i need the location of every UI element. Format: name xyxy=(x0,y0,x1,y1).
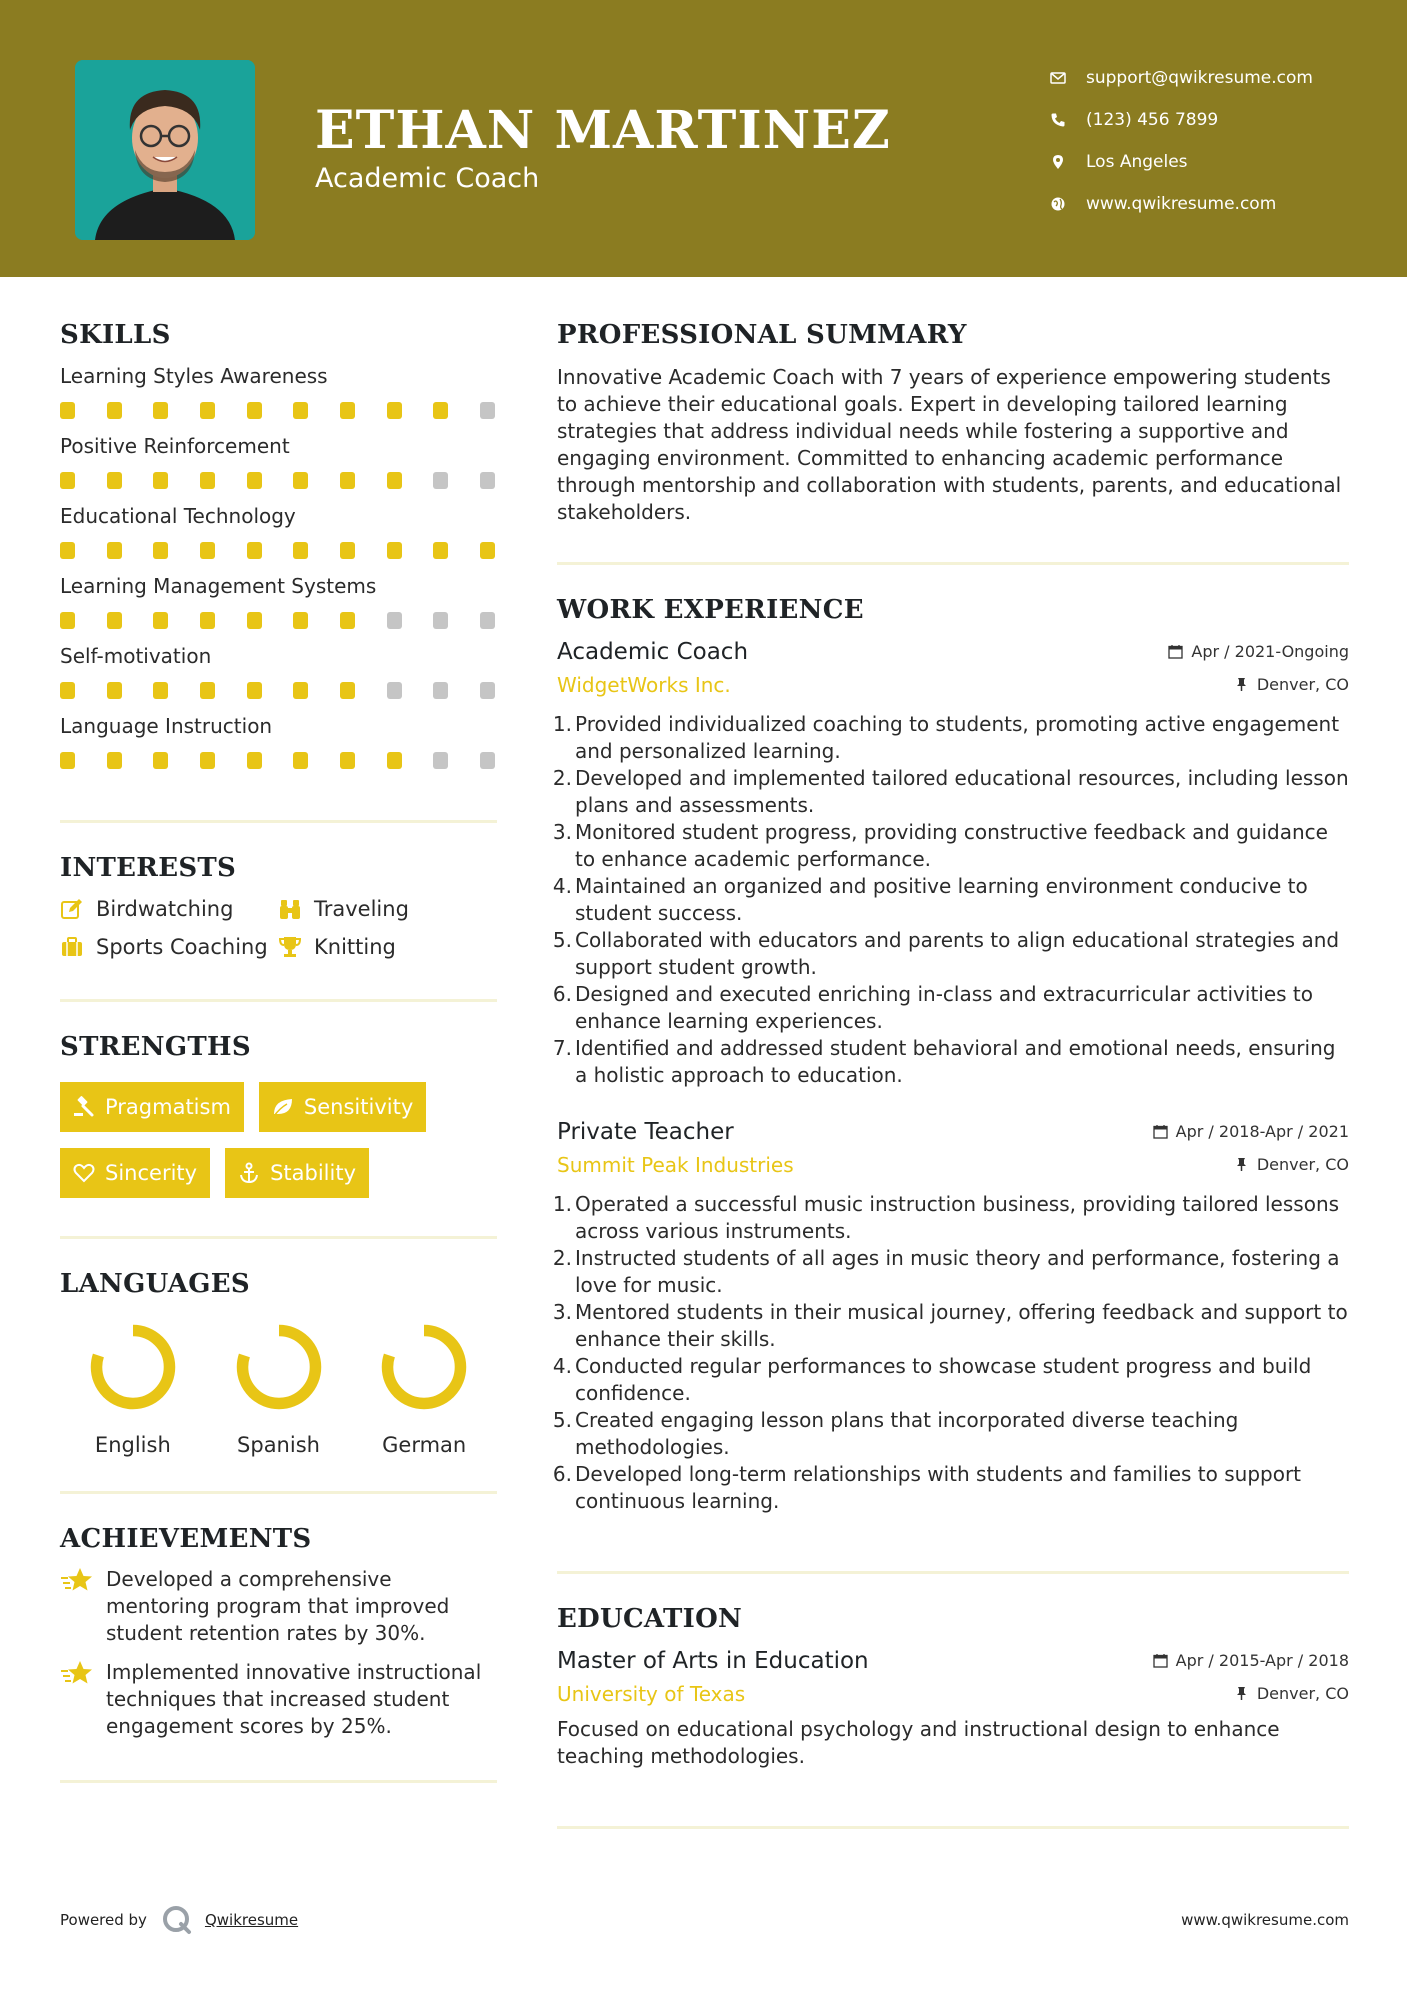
education-heading: EDUCATION xyxy=(557,1604,743,1634)
bullet-text: Identified and addressed student behavioral and emotional needs, ensuring a holistic approach to education. xyxy=(575,1036,1336,1087)
bullet-number: 4. xyxy=(552,874,572,898)
interest-label: Traveling xyxy=(314,897,409,921)
rating-dot-filled xyxy=(387,542,402,559)
bullet-text: Maintained an organized and positive learning environment conducive to student success. xyxy=(575,874,1308,925)
job-subhead xyxy=(557,673,1349,697)
skill-rating xyxy=(60,682,497,700)
rating-dot-empty xyxy=(480,472,495,489)
contact-website[interactable] xyxy=(1050,183,1313,225)
rating-dot-empty xyxy=(433,612,448,629)
job-bullet xyxy=(552,765,1349,819)
skill-rating xyxy=(60,472,497,490)
languages-heading: LANGUAGES xyxy=(60,1269,250,1299)
bullet-text: Operated a successful music instruction business, providing tailored lessons across various instruments. xyxy=(575,1192,1340,1243)
bullet-text: Mentored students in their musical journey, offering feedback and support to enhance their skills. xyxy=(575,1300,1348,1351)
strength-tag xyxy=(225,1148,369,1198)
contact-location xyxy=(1050,141,1313,183)
language-item xyxy=(60,1319,206,1457)
star-icon xyxy=(60,1659,94,1689)
powered-by xyxy=(60,1904,298,1936)
education-location xyxy=(1234,1684,1349,1703)
language-label: German xyxy=(382,1433,467,1457)
phone-icon xyxy=(1050,112,1086,128)
rating-dot-filled xyxy=(293,612,308,629)
anchor-icon xyxy=(238,1162,260,1184)
rating-dot-filled xyxy=(480,542,495,559)
interest-item xyxy=(278,935,488,959)
rating-dot-filled xyxy=(60,752,75,769)
section-divider xyxy=(557,562,1349,565)
bullet-number: 4. xyxy=(552,1354,572,1378)
rating-dot-filled xyxy=(60,472,75,489)
rating-dot-filled xyxy=(340,542,355,559)
right-column xyxy=(552,320,1349,1829)
company-name: Summit Peak Industries xyxy=(557,1153,794,1177)
rating-dot-filled xyxy=(433,542,448,559)
rating-dot-filled xyxy=(153,402,168,419)
rating-dot-filled xyxy=(293,402,308,419)
rating-dot-filled xyxy=(247,402,262,419)
language-progress-arc xyxy=(96,1331,169,1404)
language-item xyxy=(206,1319,352,1457)
briefcase-icon xyxy=(60,935,84,959)
job-bullet xyxy=(552,1245,1349,1299)
language-progress-ring xyxy=(231,1319,327,1415)
resume-header xyxy=(0,0,1407,277)
candidate-title: Academic Coach xyxy=(315,163,540,194)
bullet-text: Created engaging lesson plans that incorporated diverse teaching methodologies. xyxy=(575,1408,1239,1459)
bullet-number: 6. xyxy=(552,1462,572,1486)
experience-section xyxy=(552,595,1349,1515)
languages-list xyxy=(60,1319,497,1457)
rating-dot-filled xyxy=(433,402,448,419)
rating-dot-empty xyxy=(433,752,448,769)
rating-dot-filled xyxy=(340,472,355,489)
rating-dot-filled xyxy=(247,542,262,559)
bullet-text: Designed and executed enriching in-class and extracurricular activities to enhance learning experiences. xyxy=(575,982,1313,1033)
section-divider xyxy=(60,1491,497,1494)
rating-dot-filled xyxy=(387,472,402,489)
education-head xyxy=(557,1648,1349,1674)
skill-name: Self-motivation xyxy=(60,644,212,668)
bullet-number: 2. xyxy=(552,1246,572,1270)
pencil-square-icon xyxy=(60,897,84,921)
language-label: English xyxy=(94,1433,171,1457)
job-dates-text: Apr / 2018-Apr / 2021 xyxy=(1175,1122,1349,1141)
education-location-text: Denver, CO xyxy=(1256,1684,1349,1703)
binoculars-icon xyxy=(278,897,302,921)
rating-dot-filled xyxy=(200,612,215,629)
heart-icon xyxy=(73,1162,95,1184)
education-dates xyxy=(1153,1651,1349,1670)
bullet-text: Developed long-term relationships with students and families to support continuous learning. xyxy=(575,1462,1302,1513)
pushpin-icon xyxy=(1234,1157,1249,1172)
globe-icon xyxy=(1050,196,1086,212)
strengths-list xyxy=(60,1082,480,1198)
languages-section xyxy=(60,1269,497,1457)
job-location-text: Denver, CO xyxy=(1256,675,1349,694)
bullet-number: 1. xyxy=(552,1192,572,1216)
interest-item xyxy=(60,935,278,959)
language-progress-arc xyxy=(242,1331,315,1404)
bullet-number: 2. xyxy=(552,766,572,790)
rating-dot-filled xyxy=(107,682,122,699)
rating-dot-filled xyxy=(60,542,75,559)
rating-dot-filled xyxy=(387,752,402,769)
language-progress-arc xyxy=(388,1331,461,1404)
interests-section xyxy=(60,853,497,959)
footer-url[interactable]: www.qwikresume.com xyxy=(1181,1911,1349,1929)
job-title: Private Teacher xyxy=(557,1119,734,1145)
achievement-item xyxy=(60,1566,497,1647)
bullet-text: Instructed students of all ages in music theory and performance, fostering a love for music. xyxy=(575,1246,1340,1297)
rating-dot-empty xyxy=(433,682,448,699)
contact-phone-text: (123) 456 7899 xyxy=(1086,110,1219,130)
job-bullet xyxy=(552,1299,1349,1353)
achievement-text: Implemented innovative instructional techniques that increased student engagement scores by 25%. xyxy=(106,1660,482,1738)
interest-label: Knitting xyxy=(314,935,396,959)
map-pin-icon xyxy=(1050,154,1086,170)
interests-heading: INTERESTS xyxy=(60,853,237,883)
strength-label: Sincerity xyxy=(105,1161,198,1185)
school-name: University of Texas xyxy=(557,1682,746,1706)
rating-dot-empty xyxy=(480,682,495,699)
rating-dot-filled xyxy=(200,402,215,419)
rating-dot-filled xyxy=(200,472,215,489)
strength-tag xyxy=(60,1148,210,1198)
education-section xyxy=(557,1604,1349,1770)
skills-list xyxy=(60,364,497,770)
skills-section xyxy=(60,320,497,770)
achievements-heading: ACHIEVEMENTS xyxy=(60,1524,312,1554)
section-divider xyxy=(60,999,497,1002)
rating-dot-filled xyxy=(153,612,168,629)
company-name: WidgetWorks Inc. xyxy=(557,673,731,697)
job-entry xyxy=(552,639,1349,1089)
rating-dot-filled xyxy=(107,402,122,419)
rating-dot-filled xyxy=(340,752,355,769)
language-progress-ring xyxy=(85,1319,181,1415)
achievement-text: Developed a comprehensive mentoring program that improved student retention rates by 30%. xyxy=(106,1567,450,1645)
contact-email-text: support@qwikresume.com xyxy=(1086,68,1313,88)
calendar-icon xyxy=(1153,1124,1168,1139)
job-bullet xyxy=(552,1353,1349,1407)
job-bullet xyxy=(552,981,1349,1035)
strength-label: Sensitivity xyxy=(303,1095,414,1119)
rating-dot-filled xyxy=(60,402,75,419)
left-column xyxy=(60,320,497,1783)
bullet-text: Conducted regular performances to showcase student progress and build confidence. xyxy=(575,1354,1312,1405)
interests-list xyxy=(60,897,497,959)
rating-dot-filled xyxy=(340,682,355,699)
rating-dot-filled xyxy=(60,682,75,699)
rating-dot-filled xyxy=(247,612,262,629)
rating-dot-empty xyxy=(480,402,495,419)
bullet-number: 1. xyxy=(552,712,572,736)
job-bullet xyxy=(552,1035,1349,1089)
interest-item xyxy=(278,897,488,921)
bullet-number: 3. xyxy=(552,1300,572,1324)
star-icon xyxy=(60,1566,94,1596)
summary-section xyxy=(557,320,1349,526)
rating-dot-filled xyxy=(293,752,308,769)
pushpin-icon xyxy=(1234,677,1249,692)
job-head xyxy=(557,1119,1349,1145)
skills-heading: SKILLS xyxy=(60,320,171,350)
bullet-number: 6. xyxy=(552,982,572,1006)
skill-name: Positive Reinforcement xyxy=(60,434,290,458)
job-subhead xyxy=(557,1153,1349,1177)
section-divider xyxy=(557,1826,1349,1829)
job-bullet xyxy=(552,927,1349,981)
strength-tag xyxy=(60,1082,244,1132)
section-divider xyxy=(557,1571,1349,1574)
section-divider xyxy=(60,1780,497,1783)
rating-dot-filled xyxy=(60,612,75,629)
interest-item xyxy=(60,897,278,921)
trophy-icon xyxy=(278,935,302,959)
rating-dot-filled xyxy=(247,472,262,489)
calendar-icon xyxy=(1153,1653,1168,1668)
profile-photo-image xyxy=(75,60,255,240)
interest-label: Birdwatching xyxy=(96,897,234,921)
job-bullet xyxy=(552,1191,1349,1245)
job-location-text: Denver, CO xyxy=(1256,1155,1349,1174)
education-subhead xyxy=(557,1682,1349,1706)
rating-dot-filled xyxy=(153,682,168,699)
education-dates-text: Apr / 2015-Apr / 2018 xyxy=(1175,1651,1349,1670)
rating-dot-filled xyxy=(200,542,215,559)
brand-link[interactable]: Qwikresume xyxy=(204,1911,299,1929)
rating-dot-filled xyxy=(153,752,168,769)
achievement-item xyxy=(60,1659,497,1740)
skill-name: Educational Technology xyxy=(60,504,296,528)
job-bullet xyxy=(552,819,1349,873)
pushpin-icon xyxy=(1234,1686,1249,1701)
rating-dot-filled xyxy=(107,472,122,489)
job-bullet xyxy=(552,1407,1349,1461)
strength-tag xyxy=(259,1082,426,1132)
rating-dot-filled xyxy=(247,752,262,769)
rating-dot-empty xyxy=(387,682,402,699)
resume-footer xyxy=(60,1900,1349,1940)
job-head xyxy=(557,639,1349,665)
rating-dot-filled xyxy=(340,612,355,629)
rating-dot-filled xyxy=(107,752,122,769)
bullet-number: 7. xyxy=(552,1036,572,1060)
experience-heading: WORK EXPERIENCE xyxy=(557,595,864,625)
skill-rating xyxy=(60,402,497,420)
language-item xyxy=(351,1319,497,1457)
skill-name: Language Instruction xyxy=(60,714,273,738)
profile-photo xyxy=(75,60,255,240)
job-location xyxy=(1234,675,1349,694)
jobs-list xyxy=(552,639,1349,1515)
contact-info xyxy=(1050,57,1313,225)
section-divider xyxy=(60,820,497,823)
rating-dot-filled xyxy=(293,682,308,699)
job-title: Academic Coach xyxy=(557,639,749,665)
rating-dot-empty xyxy=(387,612,402,629)
rating-dot-filled xyxy=(293,542,308,559)
bullet-number: 5. xyxy=(552,928,572,952)
bullet-text: Developed and implemented tailored educational resources, including lesson plans and assessments. xyxy=(575,766,1349,817)
bullet-number: 5. xyxy=(552,1408,572,1432)
bullet-text: Monitored student progress, providing constructive feedback and guidance to enhance academic performance. xyxy=(575,820,1328,871)
language-progress-ring xyxy=(376,1319,472,1415)
rating-dot-filled xyxy=(153,472,168,489)
contact-phone[interactable] xyxy=(1050,99,1313,141)
job-bullets xyxy=(552,711,1349,1089)
strength-label: Pragmatism xyxy=(105,1095,231,1119)
achievements-section xyxy=(60,1524,497,1740)
bullet-text: Provided individualized coaching to students, promoting active engagement and personalized learning. xyxy=(575,712,1340,763)
calendar-icon xyxy=(1168,644,1183,659)
rating-dot-filled xyxy=(387,402,402,419)
gavel-icon xyxy=(73,1096,95,1118)
contact-email[interactable] xyxy=(1050,57,1313,99)
rating-dot-filled xyxy=(340,402,355,419)
job-bullet xyxy=(552,1461,1349,1515)
job-location xyxy=(1234,1155,1349,1174)
job-bullet xyxy=(552,711,1349,765)
education-description: Focused on educational psychology and instructional design to enhance teaching methodologies. xyxy=(557,1717,1280,1768)
rating-dot-empty xyxy=(480,752,495,769)
job-dates-text: Apr / 2021-Ongoing xyxy=(1191,642,1349,661)
job-dates xyxy=(1168,642,1349,661)
job-bullet xyxy=(552,873,1349,927)
interest-label: Sports Coaching xyxy=(96,935,268,959)
envelope-icon xyxy=(1050,70,1086,86)
degree-title: Master of Arts in Education xyxy=(557,1648,869,1674)
strengths-heading: STRENGTHS xyxy=(60,1032,251,1062)
rating-dot-empty xyxy=(480,612,495,629)
language-label: Spanish xyxy=(237,1433,320,1457)
job-dates xyxy=(1153,1122,1349,1141)
rating-dot-filled xyxy=(153,542,168,559)
contact-location-text: Los Angeles xyxy=(1086,152,1188,172)
skill-rating xyxy=(60,752,497,770)
rating-dot-filled xyxy=(107,542,122,559)
job-entry xyxy=(552,1119,1349,1515)
skill-rating xyxy=(60,612,497,630)
skill-name: Learning Management Systems xyxy=(60,574,377,598)
bullet-text: Collaborated with educators and parents to align educational strategies and support student growth. xyxy=(575,928,1340,979)
summary-text: Innovative Academic Coach with 7 years of experience empowering students to achieve their educational goals. Expert in developing tailored learning strategies that address individual needs while fostering a supportive and engaging environment. Committed to enhancing academic performance through mentorship and collaboration with students, parents, and educational stakeholders. xyxy=(557,365,1342,524)
candidate-name: ETHAN MARTINEZ xyxy=(315,100,891,161)
bullet-number: 3. xyxy=(552,820,572,844)
qwikresume-logo-icon xyxy=(161,1904,193,1936)
section-divider xyxy=(60,1236,497,1239)
rating-dot-filled xyxy=(200,682,215,699)
rating-dot-empty xyxy=(433,472,448,489)
rating-dot-filled xyxy=(293,472,308,489)
strength-label: Stability xyxy=(270,1161,357,1185)
summary-heading: PROFESSIONAL SUMMARY xyxy=(557,320,967,350)
powered-by-label: Powered by xyxy=(60,1911,147,1929)
leaf-icon xyxy=(272,1096,294,1118)
rating-dot-filled xyxy=(107,612,122,629)
rating-dot-filled xyxy=(247,682,262,699)
skill-name: Learning Styles Awareness xyxy=(60,364,328,388)
rating-dot-filled xyxy=(200,752,215,769)
strengths-section xyxy=(60,1032,497,1198)
contact-website-text: www.qwikresume.com xyxy=(1086,194,1277,214)
job-bullets xyxy=(552,1191,1349,1515)
skill-rating xyxy=(60,542,497,560)
